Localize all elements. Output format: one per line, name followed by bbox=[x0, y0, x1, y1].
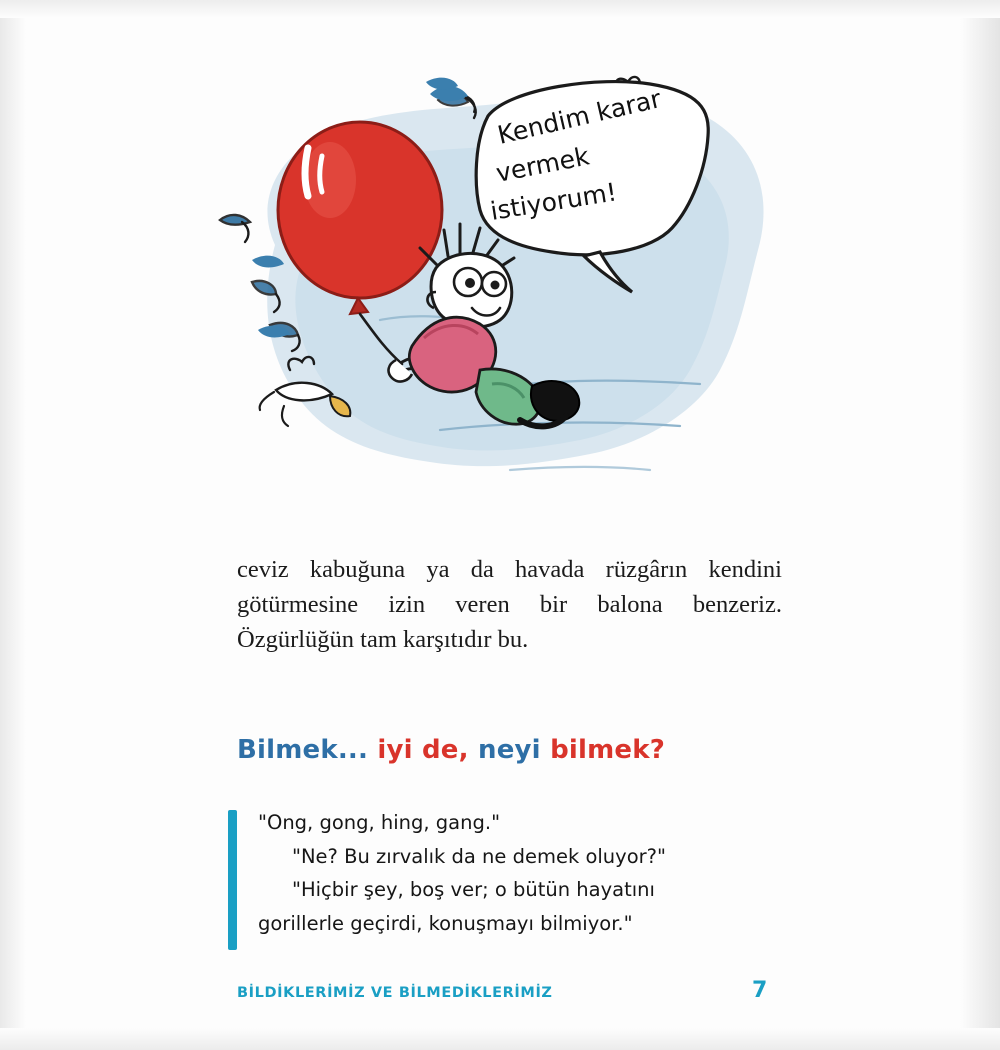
quote-line-3: "Hiçbir şey, boş ver; o bütün hayatını bbox=[292, 878, 655, 902]
page-number: 7 bbox=[752, 978, 768, 1003]
page-edge-shadow-left bbox=[0, 0, 26, 1050]
bubble-line-3: istiyorum! bbox=[488, 177, 619, 226]
quote-line-1: "Ong, gong, hing, gang." bbox=[258, 811, 501, 834]
heading-part-2: iyi de, bbox=[377, 735, 469, 765]
footer-chapter-title: BİLDİKLERİMİZ VE BİLMEDİKLERİMİZ bbox=[237, 985, 553, 1001]
bubble-line-1: Kendim karar bbox=[494, 84, 664, 150]
page-edge-shadow-right bbox=[960, 0, 1000, 1050]
bubble-line-2: vermek bbox=[493, 141, 592, 188]
section-heading bbox=[237, 735, 837, 765]
page-edge-shadow-top bbox=[0, 0, 1000, 18]
quote-line-2: "Ne? Bu zırvalık da ne demek oluyor?" bbox=[292, 844, 666, 868]
quote-block bbox=[228, 806, 788, 940]
quote-lines bbox=[258, 806, 788, 940]
heading-part-3: neyi bbox=[477, 735, 541, 765]
heading-part-1: Bilmek... bbox=[237, 735, 369, 765]
body-paragraph: ceviz kabuğuna ya da havada rüzgârın kendini götürmesine izin veren bir balona benzeriz. Özgürlüğün tam karşıtıdır bu. bbox=[237, 556, 782, 653]
quote-line-4: gorillerle geçirdi, konuşmayı bilmiyor." bbox=[258, 911, 633, 935]
heading-part-4: bilmek? bbox=[550, 735, 665, 765]
body-paragraph-block bbox=[237, 553, 782, 657]
page-edge-shadow-bottom bbox=[0, 1028, 1000, 1050]
illustration-child-flying-with-red-balloon bbox=[180, 70, 800, 540]
quote-accent-bar bbox=[228, 810, 237, 950]
